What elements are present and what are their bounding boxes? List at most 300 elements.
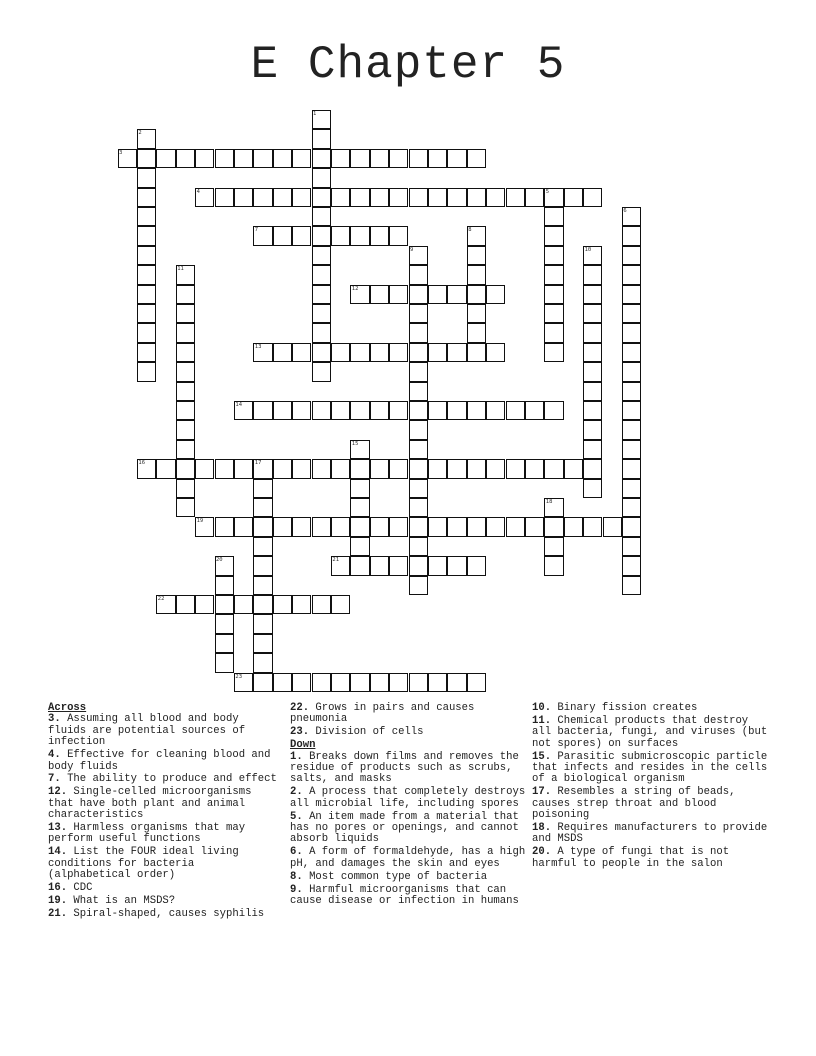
grid-cell[interactable]	[389, 226, 408, 245]
grid-cell[interactable]	[253, 556, 272, 575]
grid-cell[interactable]	[350, 517, 369, 536]
grid-cell[interactable]	[370, 343, 389, 362]
grid-cell[interactable]	[544, 246, 563, 265]
grid-cell[interactable]	[176, 459, 195, 478]
grid-cell[interactable]	[176, 343, 195, 362]
grid-cell[interactable]	[486, 517, 505, 536]
grid-cell[interactable]	[215, 595, 234, 614]
grid-cell[interactable]	[234, 188, 253, 207]
grid-cell[interactable]	[544, 323, 563, 342]
grid-cell[interactable]	[176, 304, 195, 323]
clue-number: 18	[545, 499, 553, 505]
grid-cell[interactable]	[525, 188, 544, 207]
grid-cell[interactable]	[544, 207, 563, 226]
grid-cell[interactable]	[447, 285, 466, 304]
grid-cell[interactable]	[467, 149, 486, 168]
grid-cell[interactable]	[137, 207, 156, 226]
grid-cell[interactable]	[195, 149, 214, 168]
grid-cell[interactable]	[389, 556, 408, 575]
grid-cell[interactable]	[350, 226, 369, 245]
grid-cell[interactable]	[312, 168, 331, 187]
grid-cell[interactable]	[137, 265, 156, 284]
grid-cell[interactable]	[409, 323, 428, 342]
clue-item-number: 5.	[290, 810, 303, 823]
clue-item	[48, 847, 280, 881]
grid-cell[interactable]	[409, 343, 428, 362]
grid-cell[interactable]	[409, 304, 428, 323]
grid-cell[interactable]	[428, 188, 447, 207]
grid-cell[interactable]	[583, 265, 602, 284]
grid-cell[interactable]	[622, 246, 641, 265]
grid-cell[interactable]	[583, 401, 602, 420]
grid-cell[interactable]	[273, 517, 292, 536]
grid-cell[interactable]	[137, 323, 156, 342]
grid-cell[interactable]	[409, 537, 428, 556]
grid-cell[interactable]	[409, 420, 428, 439]
clue-item-number: 17.	[532, 786, 552, 799]
grid-cell[interactable]	[253, 498, 272, 517]
grid-cell[interactable]	[428, 149, 447, 168]
grid-cell[interactable]	[234, 517, 253, 536]
grid-cell[interactable]	[583, 440, 602, 459]
grid-cell[interactable]	[176, 382, 195, 401]
clue-item	[290, 752, 526, 786]
grid-cell[interactable]	[137, 188, 156, 207]
grid-cell[interactable]	[253, 673, 272, 692]
grid-cell[interactable]	[622, 323, 641, 342]
grid-cell[interactable]	[622, 537, 641, 556]
grid-cell[interactable]	[506, 517, 525, 536]
clue-item-number: 3.	[48, 713, 61, 726]
clue-number: 17	[254, 460, 262, 467]
grid-cell[interactable]	[292, 459, 311, 478]
grid-cell[interactable]	[428, 556, 447, 575]
grid-cell[interactable]	[156, 149, 175, 168]
clue-number: 20	[216, 557, 223, 564]
grid-cell[interactable]	[137, 149, 156, 168]
grid-cell[interactable]	[350, 479, 369, 498]
clue-item-number: 16.	[48, 882, 68, 895]
grid-cell[interactable]	[486, 285, 505, 304]
grid-cell[interactable]	[622, 517, 641, 536]
grid-cell[interactable]	[583, 479, 602, 498]
grid-cell[interactable]	[622, 576, 641, 595]
clue-item-text: What is an MSDS?	[67, 895, 176, 907]
grid-cell[interactable]	[350, 673, 369, 692]
grid-cell[interactable]	[215, 188, 234, 207]
grid-cell[interactable]	[467, 323, 486, 342]
grid-cell[interactable]	[137, 168, 156, 187]
grid-cell[interactable]	[428, 517, 447, 536]
grid-cell[interactable]	[234, 149, 253, 168]
grid-cell[interactable]	[312, 401, 331, 420]
grid-cell[interactable]	[409, 517, 428, 536]
grid-cell[interactable]	[312, 246, 331, 265]
grid-cell[interactable]	[467, 304, 486, 323]
grid-cell[interactable]	[253, 401, 272, 420]
grid-cell[interactable]	[622, 556, 641, 575]
clue-item	[532, 847, 768, 870]
grid-cell[interactable]	[312, 226, 331, 245]
grid-cell[interactable]	[176, 440, 195, 459]
grid-cell[interactable]	[447, 343, 466, 362]
grid-cell[interactable]	[137, 246, 156, 265]
grid-cell[interactable]	[215, 149, 234, 168]
clue-item	[532, 752, 768, 786]
grid-cell[interactable]	[409, 382, 428, 401]
grid-cell[interactable]	[370, 285, 389, 304]
grid-cell[interactable]	[292, 149, 311, 168]
grid-cell[interactable]	[447, 188, 466, 207]
grid-cell[interactable]	[486, 401, 505, 420]
grid-cell[interactable]	[312, 362, 331, 381]
grid-cell[interactable]	[312, 285, 331, 304]
grid-cell[interactable]	[370, 401, 389, 420]
grid-cell[interactable]	[273, 226, 292, 245]
grid-cell[interactable]	[622, 382, 641, 401]
grid-cell[interactable]	[350, 149, 369, 168]
grid-cell[interactable]	[176, 401, 195, 420]
grid-cell[interactable]	[622, 226, 641, 245]
grid-cell[interactable]	[137, 362, 156, 381]
clue-item-number: 2.	[290, 786, 303, 799]
grid-cell[interactable]	[506, 459, 525, 478]
grid-cell[interactable]	[409, 188, 428, 207]
grid-cell[interactable]	[622, 265, 641, 284]
clue-item-number: 11.	[532, 714, 552, 727]
grid-cell[interactable]	[253, 653, 272, 672]
grid-cell[interactable]	[583, 362, 602, 381]
grid-cell[interactable]	[389, 673, 408, 692]
grid-cell[interactable]	[273, 673, 292, 692]
grid-cell[interactable]	[583, 323, 602, 342]
grid-cell[interactable]	[409, 149, 428, 168]
grid-cell[interactable]	[409, 673, 428, 692]
grid-cell[interactable]	[467, 343, 486, 362]
clue-item-number: 22.	[290, 702, 310, 714]
grid-cell[interactable]	[273, 459, 292, 478]
grid-cell[interactable]	[331, 343, 350, 362]
clue-item-number: 18.	[532, 822, 552, 835]
grid-cell[interactable]	[331, 149, 350, 168]
clue-item	[532, 716, 768, 750]
grid-cell[interactable]	[292, 517, 311, 536]
grid-cell[interactable]	[389, 285, 408, 304]
grid-cell[interactable]	[176, 595, 195, 614]
grid-cell[interactable]	[409, 285, 428, 304]
grid-cell[interactable]	[622, 498, 641, 517]
grid-cell[interactable]	[583, 517, 602, 536]
grid-cell[interactable]	[447, 673, 466, 692]
grid-cell[interactable]	[273, 188, 292, 207]
grid-cell[interactable]	[428, 459, 447, 478]
grid-cell[interactable]	[215, 634, 234, 653]
grid-cell[interactable]	[350, 498, 369, 517]
grid-cell[interactable]	[467, 673, 486, 692]
grid-cell[interactable]	[331, 517, 350, 536]
grid-cell[interactable]	[389, 149, 408, 168]
grid-cell[interactable]	[467, 517, 486, 536]
grid-cell[interactable]	[467, 459, 486, 478]
clue-item-number: 13.	[48, 822, 68, 835]
grid-cell[interactable]	[506, 188, 525, 207]
clue-item-text: The ability to produce and effect	[60, 773, 277, 786]
grid-cell[interactable]	[544, 401, 563, 420]
grid-cell[interactable]	[603, 517, 622, 536]
grid-cell[interactable]	[428, 343, 447, 362]
grid-cell[interactable]	[292, 595, 311, 614]
grid-cell[interactable]	[428, 673, 447, 692]
clue-item	[532, 703, 768, 714]
grid-cell[interactable]	[292, 401, 311, 420]
grid-cell[interactable]	[389, 343, 408, 362]
grid-cell[interactable]	[176, 498, 195, 517]
grid-cell[interactable]	[544, 517, 563, 536]
grid-cell[interactable]	[137, 304, 156, 323]
grid-cell[interactable]	[447, 149, 466, 168]
down-heading: Down	[290, 739, 316, 752]
grid-cell[interactable]	[312, 207, 331, 226]
grid-cell[interactable]	[370, 459, 389, 478]
grid-cell[interactable]	[312, 129, 331, 148]
grid-cell[interactable]	[409, 401, 428, 420]
grid-cell[interactable]	[409, 265, 428, 284]
grid-cell[interactable]	[350, 188, 369, 207]
clue-number: 2	[138, 130, 142, 137]
grid-cell[interactable]	[447, 556, 466, 575]
grid-cell[interactable]	[331, 595, 350, 614]
grid-cell[interactable]	[409, 479, 428, 498]
clue-item-text: Grows in pairs and causes pneumonia	[290, 702, 475, 726]
grid-cell[interactable]	[622, 440, 641, 459]
grid-cell[interactable]	[409, 459, 428, 478]
grid-cell[interactable]	[292, 226, 311, 245]
grid-cell[interactable]	[583, 285, 602, 304]
grid-cell[interactable]	[176, 420, 195, 439]
grid-cell[interactable]	[312, 595, 331, 614]
grid-cell[interactable]	[389, 459, 408, 478]
grid-cell[interactable]	[350, 401, 369, 420]
grid-cell[interactable]	[350, 556, 369, 575]
grid-cell[interactable]	[583, 459, 602, 478]
grid-cell[interactable]	[350, 459, 369, 478]
grid-cell[interactable]	[583, 382, 602, 401]
grid-cell[interactable]	[544, 537, 563, 556]
grid-cell[interactable]	[137, 343, 156, 362]
grid-cell[interactable]	[622, 459, 641, 478]
grid-cell[interactable]	[409, 440, 428, 459]
grid-cell[interactable]	[215, 517, 234, 536]
clue-number: 22	[157, 596, 165, 602]
grid-cell[interactable]	[525, 401, 544, 420]
grid-cell[interactable]	[195, 595, 214, 614]
grid-cell[interactable]	[331, 188, 350, 207]
grid-cell[interactable]	[331, 401, 350, 420]
grid-cell[interactable]	[370, 556, 389, 575]
grid-cell[interactable]	[137, 226, 156, 245]
grid-cell[interactable]	[312, 517, 331, 536]
grid-cell[interactable]	[447, 517, 466, 536]
clue-column-1	[48, 703, 280, 922]
grid-cell[interactable]	[622, 304, 641, 323]
grid-cell[interactable]	[312, 304, 331, 323]
grid-cell[interactable]	[564, 459, 583, 478]
grid-cell[interactable]	[389, 188, 408, 207]
grid-cell[interactable]	[486, 343, 505, 362]
grid-cell[interactable]	[273, 401, 292, 420]
grid-cell[interactable]	[447, 401, 466, 420]
grid-cell[interactable]	[544, 265, 563, 284]
clue-number: 5	[545, 188, 550, 195]
clue-item-text: Assuming all blood and body fluids are potential sources of infection	[48, 713, 246, 749]
grid-cell[interactable]	[312, 673, 331, 692]
grid-cell[interactable]	[544, 226, 563, 245]
clue-item-number: 15.	[532, 750, 552, 763]
grid-cell[interactable]	[409, 362, 428, 381]
grid-cell[interactable]	[312, 149, 331, 168]
grid-cell[interactable]	[253, 595, 272, 614]
grid-cell[interactable]	[447, 459, 466, 478]
grid-cell[interactable]	[389, 517, 408, 536]
grid-cell[interactable]	[215, 459, 234, 478]
clue-item-text: Binary fission creates	[551, 702, 698, 714]
grid-cell[interactable]	[370, 149, 389, 168]
grid-cell[interactable]	[312, 459, 331, 478]
clue-item-text: Resembles a string of beads, causes strep throat and blood poisoning	[532, 786, 736, 822]
grid-cell[interactable]	[467, 285, 486, 304]
grid-cell[interactable]	[370, 226, 389, 245]
grid-cell[interactable]	[195, 459, 214, 478]
grid-cell[interactable]	[467, 556, 486, 575]
grid-cell[interactable]	[156, 459, 175, 478]
grid-cell[interactable]	[312, 188, 331, 207]
clue-item	[48, 774, 280, 785]
grid-cell[interactable]	[564, 188, 583, 207]
grid-cell[interactable]	[331, 459, 350, 478]
grid-cell[interactable]	[583, 304, 602, 323]
grid-cell[interactable]	[622, 362, 641, 381]
grid-cell[interactable]	[544, 556, 563, 575]
grid-cell[interactable]	[215, 576, 234, 595]
grid-cell[interactable]	[253, 537, 272, 556]
grid-cell[interactable]	[176, 285, 195, 304]
grid-cell[interactable]	[622, 343, 641, 362]
grid-cell[interactable]	[622, 479, 641, 498]
clue-number: 13	[254, 343, 262, 350]
grid-cell[interactable]	[583, 343, 602, 362]
grid-cell[interactable]	[350, 537, 369, 556]
grid-cell[interactable]	[312, 323, 331, 342]
grid-cell[interactable]	[331, 226, 350, 245]
grid-cell[interactable]	[370, 517, 389, 536]
grid-cell[interactable]	[467, 188, 486, 207]
grid-cell[interactable]	[253, 634, 272, 653]
grid-cell[interactable]	[350, 343, 369, 362]
grid-cell[interactable]	[389, 401, 408, 420]
clue-item-number: 19.	[48, 895, 68, 907]
grid-cell[interactable]	[409, 556, 428, 575]
grid-cell[interactable]	[215, 653, 234, 672]
clue-number: 16	[138, 460, 146, 467]
grid-cell[interactable]	[525, 517, 544, 536]
clue-item-number: 12.	[48, 786, 68, 799]
grid-cell[interactable]	[428, 401, 447, 420]
grid-cell[interactable]	[253, 614, 272, 633]
clue-number: 6	[623, 208, 627, 214]
grid-cell[interactable]	[370, 673, 389, 692]
grid-cell[interactable]	[409, 576, 428, 595]
grid-cell[interactable]	[409, 498, 428, 517]
grid-cell[interactable]	[215, 614, 234, 633]
grid-cell[interactable]	[176, 323, 195, 342]
grid-cell[interactable]	[292, 673, 311, 692]
grid-cell[interactable]	[176, 149, 195, 168]
grid-cell[interactable]	[253, 479, 272, 498]
grid-cell[interactable]	[486, 459, 505, 478]
grid-cell[interactable]	[273, 149, 292, 168]
grid-cell[interactable]	[467, 265, 486, 284]
clue-item	[48, 896, 280, 907]
grid-cell[interactable]	[253, 576, 272, 595]
clue-number: 9	[410, 246, 414, 253]
grid-cell[interactable]	[544, 285, 563, 304]
grid-cell[interactable]	[564, 517, 583, 536]
grid-cell[interactable]	[176, 362, 195, 381]
clue-number: 11	[177, 266, 184, 273]
grid-cell[interactable]	[544, 304, 563, 323]
grid-cell[interactable]	[253, 149, 272, 168]
grid-cell[interactable]	[273, 595, 292, 614]
grid-cell[interactable]	[583, 420, 602, 439]
page-title: E Chapter 5	[250, 39, 566, 91]
grid-cell[interactable]	[234, 595, 253, 614]
clue-item	[532, 787, 768, 821]
clue-number: 8	[468, 227, 472, 234]
grid-cell[interactable]	[312, 265, 331, 284]
clue-column-2	[290, 703, 526, 909]
grid-cell[interactable]	[467, 401, 486, 420]
grid-cell[interactable]	[273, 343, 292, 362]
grid-cell[interactable]	[544, 459, 563, 478]
grid-cell[interactable]	[137, 285, 156, 304]
grid-cell[interactable]	[370, 188, 389, 207]
grid-cell[interactable]	[292, 188, 311, 207]
clue-number: 15	[351, 440, 359, 447]
grid-cell[interactable]	[467, 246, 486, 265]
grid-cell[interactable]	[428, 285, 447, 304]
grid-cell[interactable]	[292, 343, 311, 362]
clue-item	[290, 727, 526, 738]
grid-cell[interactable]	[622, 285, 641, 304]
grid-cell[interactable]	[234, 459, 253, 478]
grid-cell[interactable]	[622, 401, 641, 420]
grid-cell[interactable]	[331, 673, 350, 692]
clue-item-text: Spiral-shaped, causes syphilis	[67, 907, 265, 920]
grid-cell[interactable]	[583, 188, 602, 207]
grid-cell[interactable]	[253, 517, 272, 536]
grid-cell[interactable]	[506, 401, 525, 420]
grid-cell[interactable]	[176, 479, 195, 498]
grid-cell[interactable]	[544, 343, 563, 362]
clue-number: 4	[196, 188, 200, 195]
grid-cell[interactable]	[622, 420, 641, 439]
grid-cell[interactable]	[486, 188, 505, 207]
grid-cell[interactable]	[253, 188, 272, 207]
grid-cell[interactable]	[525, 459, 544, 478]
clue-number: 21	[332, 557, 340, 564]
clue-item-text: Parasitic submicroscopic particle that infects and resides in the cells of a biological organism	[532, 750, 768, 786]
grid-cell[interactable]	[312, 343, 331, 362]
